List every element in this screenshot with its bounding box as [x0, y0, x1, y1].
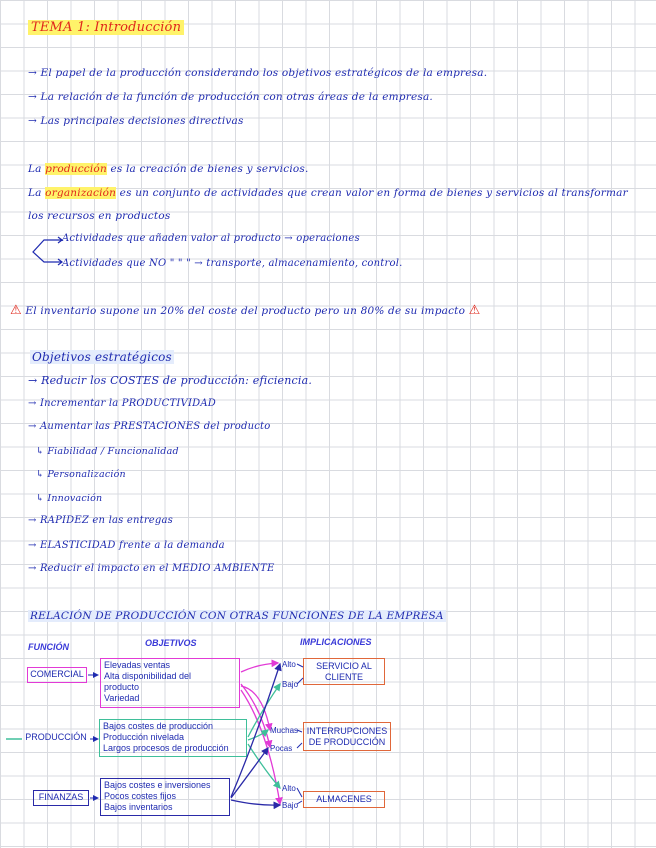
header-implicaciones: IMPLICACIONES — [300, 637, 372, 647]
objective-text: Bajos inventarios — [104, 802, 173, 812]
intro-item: → Las principales decisiones directivas — [28, 115, 244, 127]
definition-text: es la creación de bienes y servicios. — [106, 163, 309, 175]
objective-subitem: ↳ Fiabilidad / Funcionalidad — [36, 446, 179, 457]
objective-text: Producción nivelada — [103, 732, 185, 742]
level-alto: Alto — [282, 660, 296, 669]
definition-text: es un conjunto de actividades que crean valor en forma de bienes y servicios al transformar — [116, 187, 628, 199]
level-muchas: Muchas — [270, 726, 299, 735]
objective-item: → RAPIDEZ en las entregas — [28, 515, 174, 526]
level-alto: Alto — [282, 784, 296, 793]
objective-text: Bajos costes de producción — [103, 721, 214, 731]
level-pocas: Pocas — [270, 744, 293, 753]
objective-text: Largos procesos de producción — [103, 743, 229, 753]
header-funcion: FUNCIÓN — [28, 642, 69, 652]
warning-text: El inventario supone un 20% del coste del producto pero un 80% de su impacto — [25, 305, 466, 317]
objective-text: Elevadas ventas — [104, 660, 171, 670]
objective-item: → Aumentar las PRESTACIONES del producto — [28, 421, 271, 432]
definition-text: La — [28, 187, 46, 199]
activity-no-value: Actividades que NO " " " → transporte, almacenamiento, control. — [62, 258, 403, 269]
header-objetivos: OBJETIVOS — [145, 638, 197, 648]
objective-text: Alta disponibilidad del — [104, 671, 192, 681]
function-comercial: COMERCIAL — [27, 667, 87, 683]
intro-item: → El papel de la producción considerando los objetivos estratégicos de la empresa. — [28, 67, 488, 79]
implication-almacenes: ALMACENES — [303, 791, 385, 808]
objectives-title: Objetivos estratégicos — [32, 350, 172, 364]
level-bajo: Bajo — [282, 801, 299, 810]
objective-text: Pocos costes fijos — [104, 791, 177, 801]
objective-item: → Reducir los COSTES de producción: eficiencia. — [28, 374, 313, 387]
highlighted-term: organización — [45, 187, 117, 199]
implication-servicio: SERVICIO AL CLIENTE — [303, 658, 385, 685]
definition-text: La — [28, 163, 46, 175]
level-bajo: Bajo — [282, 680, 299, 689]
objective-subitem: ↳ Personalización — [36, 469, 126, 480]
function-produccion: PRODUCCIÓN — [25, 732, 87, 742]
function-finanzas: FINANZAS — [33, 790, 89, 806]
definition-continuation: los recursos en productos — [28, 210, 171, 222]
activity-value: Actividades que añaden valor al producto → operaciones — [62, 233, 360, 244]
objective-item: → Reducir el impacto en el MEDIO AMBIENTE — [28, 563, 275, 574]
objective-text: Bajos costes e inversiones — [104, 780, 211, 790]
warning-icon: ⚠ — [468, 303, 481, 318]
implication-interrupciones: INTERRUPCIONES DE PRODUCCIÓN — [303, 722, 391, 751]
objective-item: → Incrementar la PRODUCTIVIDAD — [28, 398, 216, 409]
objective-text: Variedad — [104, 693, 140, 703]
objective-subitem: ↳ Innovación — [36, 493, 103, 504]
relation-title: RELACIÓN DE PRODUCCIÓN CON OTRAS FUNCIONES DE LA EMPRESA — [30, 610, 444, 622]
warning-icon: ⚠ — [10, 303, 22, 318]
objective-item: → ELASTICIDAD frente a la demanda — [28, 540, 225, 551]
highlighted-term: producción — [45, 163, 107, 175]
page-title: TEMA 1: Introducción — [28, 20, 184, 35]
intro-item: → La relación de la función de producción con otras áreas de la empresa. — [28, 91, 433, 103]
objective-text: producto — [104, 682, 140, 692]
